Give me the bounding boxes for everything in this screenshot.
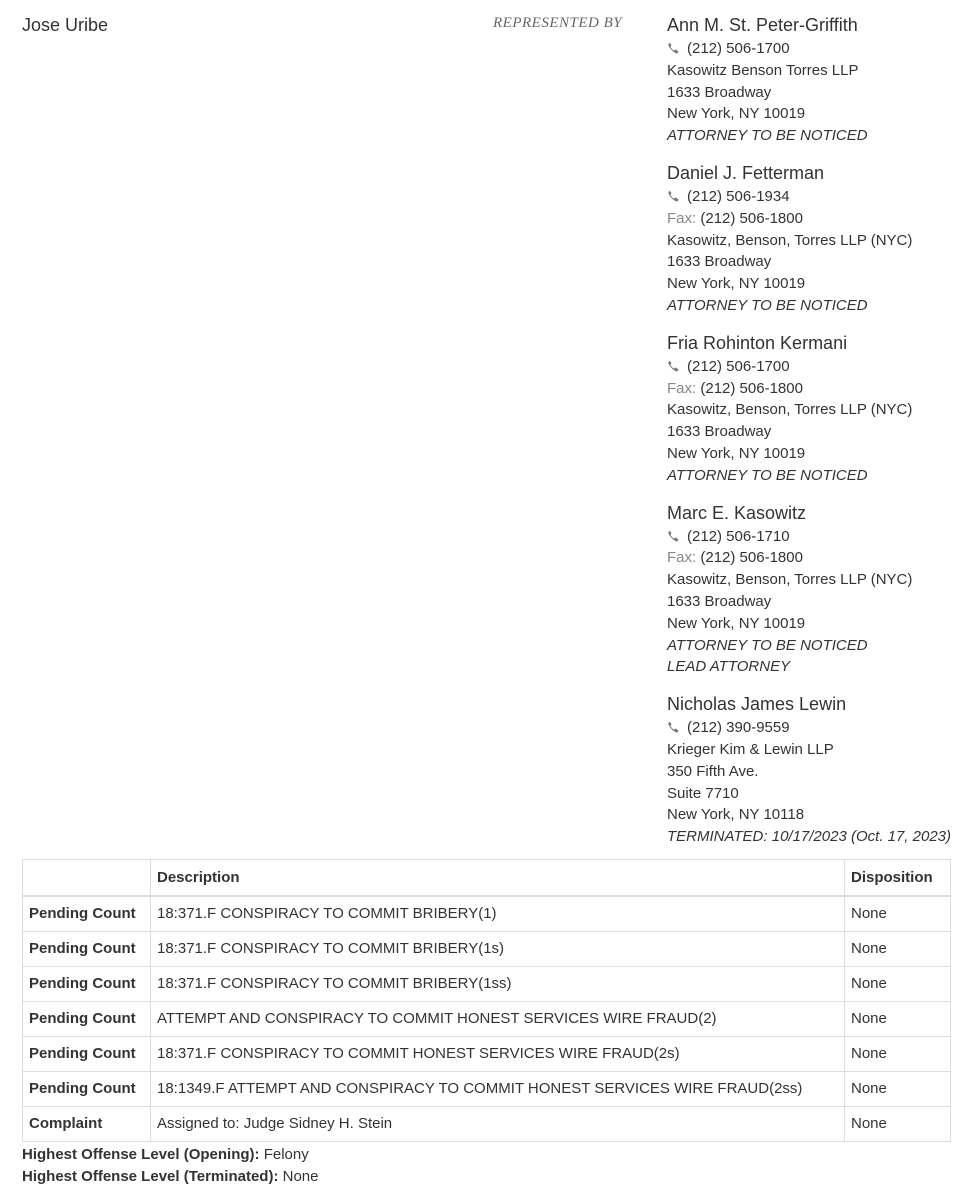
attorney-entry bbox=[667, 160, 957, 317]
count-disposition: None bbox=[845, 1107, 951, 1142]
address-line: 350 Fifth Ave. bbox=[667, 762, 759, 780]
firm-name: Kasowitz, Benson, Torres LLP (NYC) bbox=[667, 571, 913, 589]
count-disposition: None bbox=[845, 1002, 951, 1037]
count-disposition: None bbox=[845, 1072, 951, 1107]
attorney-fax bbox=[667, 547, 957, 569]
count-disposition: None bbox=[845, 967, 951, 1002]
address-line: New York, NY 10019 bbox=[667, 614, 806, 632]
attorney-phone bbox=[667, 186, 957, 208]
firm-name: Kasowitz Benson Torres LLP bbox=[667, 61, 859, 79]
count-disposition: None bbox=[845, 932, 951, 967]
phone-number: (212) 390-9559 bbox=[687, 719, 790, 737]
fax-label: Fax: bbox=[667, 379, 697, 397]
attorney-note: ATTORNEY TO BE NOTICED bbox=[667, 636, 868, 654]
table-row bbox=[23, 1002, 951, 1037]
table-row bbox=[23, 932, 951, 967]
table-row bbox=[23, 1037, 951, 1072]
column-header-blank bbox=[23, 860, 151, 897]
attorney-note: ATTORNEY TO BE NOTICED bbox=[667, 127, 868, 145]
phone-icon bbox=[667, 530, 679, 542]
phone-icon bbox=[667, 360, 679, 372]
attorney-name: Daniel J. Fetterman bbox=[667, 162, 825, 183]
attorney-entry bbox=[667, 500, 957, 679]
firm-name: Krieger Kim & Lewin LLP bbox=[667, 740, 834, 758]
represented-by-label: REPRESENTED BY bbox=[493, 15, 623, 31]
attorney-note: ATTORNEY TO BE NOTICED bbox=[667, 296, 868, 314]
offense-opening bbox=[22, 1144, 318, 1166]
table-row bbox=[23, 1072, 951, 1107]
attorney-fax bbox=[667, 378, 957, 400]
attorney-entry bbox=[667, 330, 957, 487]
phone-number: (212) 506-1710 bbox=[687, 527, 790, 545]
address-line: New York, NY 10118 bbox=[667, 806, 805, 824]
attorney-note: LEAD ATTORNEY bbox=[667, 658, 791, 676]
table-header-row bbox=[23, 860, 951, 897]
count-label: Complaint bbox=[23, 1107, 151, 1142]
firm-name: Kasowitz, Benson, Torres LLP (NYC) bbox=[667, 401, 913, 419]
count-description: 18:371.F CONSPIRACY TO COMMIT HONEST SERVICES WIRE FRAUD(2s) bbox=[151, 1037, 845, 1072]
count-label: Pending Count bbox=[23, 1037, 151, 1072]
table-row bbox=[23, 967, 951, 1002]
column-header-disposition: Disposition bbox=[845, 860, 951, 897]
fax-label: Fax: bbox=[667, 549, 697, 567]
fax-number: (212) 506-1800 bbox=[700, 379, 803, 397]
count-disposition: None bbox=[845, 896, 951, 932]
count-disposition: None bbox=[845, 1037, 951, 1072]
address-line: 1633 Broadway bbox=[667, 253, 772, 271]
count-description: 18:371.F CONSPIRACY TO COMMIT BRIBERY(1s) bbox=[151, 932, 845, 967]
attorney-entry bbox=[667, 691, 957, 848]
counts-table bbox=[22, 859, 951, 1142]
phone-icon bbox=[667, 42, 679, 54]
offense-opening-label: Highest Offense Level (Opening): bbox=[22, 1146, 260, 1163]
attorney-phone bbox=[667, 526, 957, 548]
attorney-name: Nicholas James Lewin bbox=[667, 694, 847, 715]
attorney-name: Fria Rohinton Kermani bbox=[667, 332, 848, 353]
attorney-entry bbox=[667, 12, 957, 147]
column-header-description: Description bbox=[151, 860, 845, 897]
table-row bbox=[23, 896, 951, 932]
firm-name: Kasowitz, Benson, Torres LLP (NYC) bbox=[667, 231, 913, 249]
fax-number: (212) 506-1800 bbox=[700, 549, 803, 567]
phone-number: (212) 506-1700 bbox=[687, 357, 790, 375]
address-line: New York, NY 10019 bbox=[667, 105, 806, 123]
address-line: Suite 7710 bbox=[667, 784, 739, 802]
count-label: Pending Count bbox=[23, 1072, 151, 1107]
count-label: Pending Count bbox=[23, 1002, 151, 1037]
offense-opening-value: Felony bbox=[263, 1146, 309, 1163]
offense-terminated-label: Highest Offense Level (Terminated): bbox=[22, 1168, 279, 1185]
offense-levels bbox=[22, 1144, 318, 1188]
count-label: Pending Count bbox=[23, 967, 151, 1002]
offense-terminated bbox=[22, 1166, 318, 1188]
phone-icon bbox=[667, 721, 679, 733]
address-line: 1633 Broadway bbox=[667, 83, 772, 101]
attorney-phone bbox=[667, 38, 957, 60]
attorney-name: Marc E. Kasowitz bbox=[667, 502, 807, 523]
attorney-name: Ann M. St. Peter-Griffith bbox=[667, 15, 858, 35]
address-line: New York, NY 10019 bbox=[667, 275, 806, 293]
attorney-list bbox=[667, 12, 957, 861]
address-line: New York, NY 10019 bbox=[667, 444, 806, 462]
fax-label: Fax: bbox=[667, 209, 697, 227]
count-description: ATTEMPT AND CONSPIRACY TO COMMIT HONEST SERVICES WIRE FRAUD(2) bbox=[151, 1002, 845, 1037]
party-name: Jose Uribe bbox=[22, 15, 109, 35]
attorney-phone bbox=[667, 356, 957, 378]
count-label: Pending Count bbox=[23, 932, 151, 967]
terminated-note: TERMINATED: 10/17/2023 (Oct. 17, 2023) bbox=[667, 828, 952, 846]
count-description: 18:371.F CONSPIRACY TO COMMIT BRIBERY(1) bbox=[151, 896, 845, 932]
phone-icon bbox=[667, 190, 679, 202]
address-line: 1633 Broadway bbox=[667, 592, 772, 610]
phone-number: (212) 506-1700 bbox=[687, 40, 790, 57]
offense-terminated-value: None bbox=[282, 1168, 319, 1185]
fax-number: (212) 506-1800 bbox=[700, 209, 803, 227]
attorney-fax bbox=[667, 208, 957, 230]
attorney-note: ATTORNEY TO BE NOTICED bbox=[667, 466, 868, 484]
count-description: Assigned to: Judge Sidney H. Stein bbox=[151, 1107, 845, 1142]
attorney-phone bbox=[667, 717, 957, 739]
phone-number: (212) 506-1934 bbox=[687, 187, 790, 205]
count-label: Pending Count bbox=[23, 896, 151, 932]
count-description: 18:1349.F ATTEMPT AND CONSPIRACY TO COMMIT HONEST SERVICES WIRE FRAUD(2ss) bbox=[151, 1072, 845, 1107]
count-description: 18:371.F CONSPIRACY TO COMMIT BRIBERY(1ss) bbox=[151, 967, 845, 1002]
table-row bbox=[23, 1107, 951, 1142]
address-line: 1633 Broadway bbox=[667, 423, 772, 441]
